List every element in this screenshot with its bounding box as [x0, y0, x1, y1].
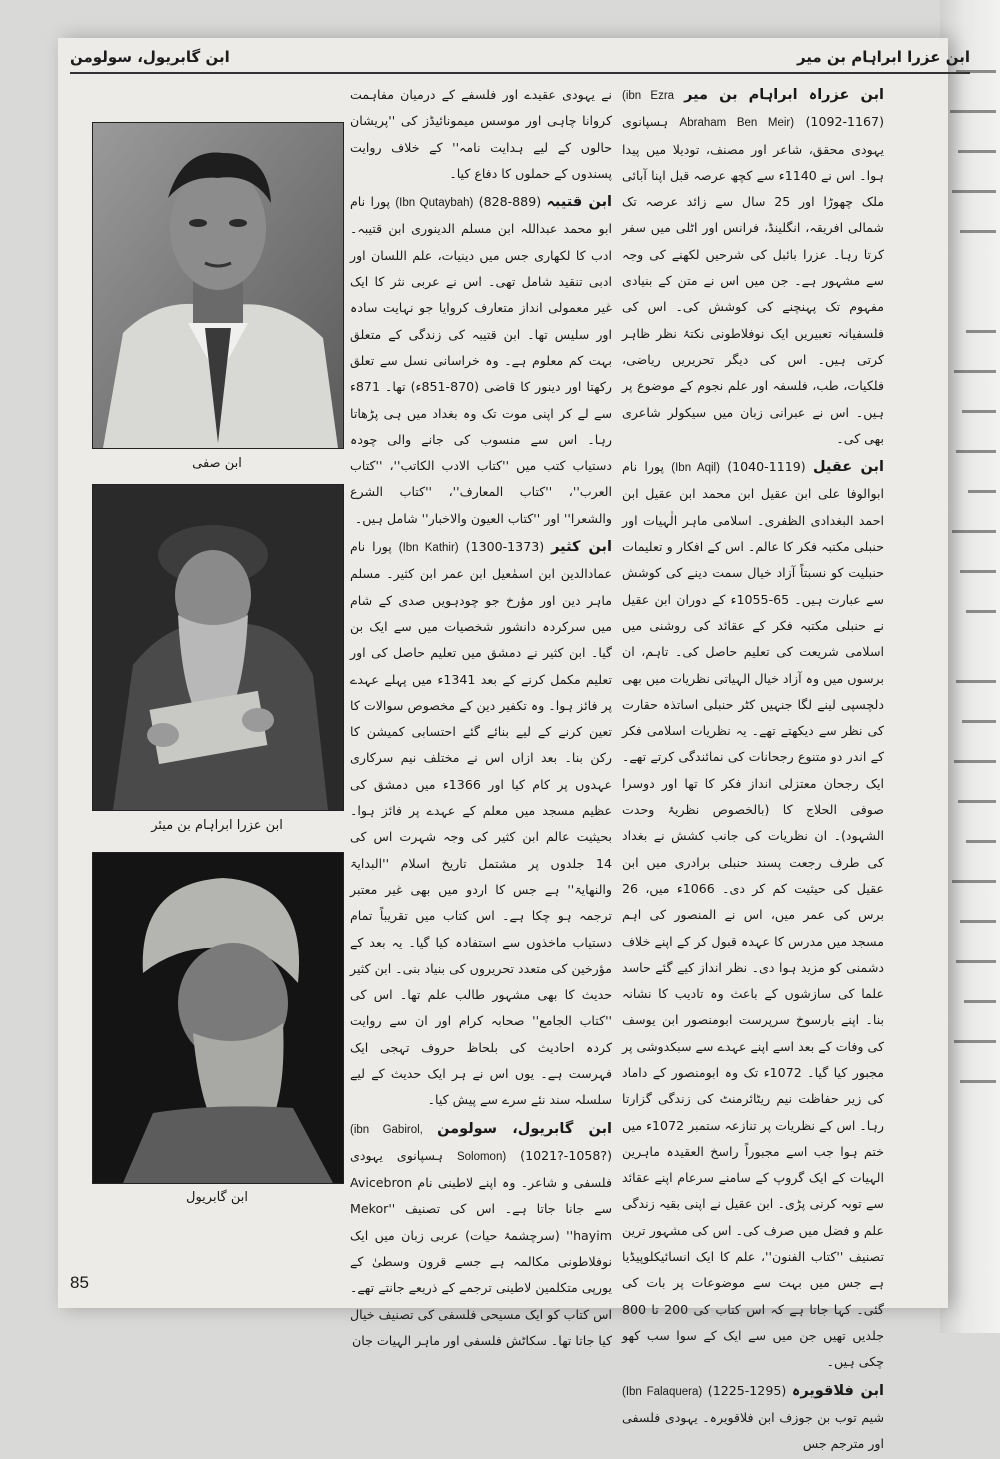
entry-latin-name: (Ibn Kathir)	[398, 542, 459, 555]
adjacent-page-edge	[940, 0, 1000, 1333]
entry-heading: ابن قتیبہ	[546, 194, 612, 211]
entry-ibn-aqil	[622, 454, 884, 1375]
entry-body: (1225-1295) شیم توب بن جوزف ابن فلاقویرہ۔ یہودی فلسفی اور مترجم جس	[622, 1382, 884, 1452]
portrait-photo-ibn-safi	[92, 122, 344, 449]
page-number: 85	[70, 1273, 89, 1292]
photo-caption: ابن صفی	[192, 456, 242, 471]
running-header	[70, 48, 970, 74]
entry-ibn-kathir	[350, 534, 612, 1114]
entry-body: (1040-1119) پورا نام ابوالوفا علی ابن عقیل ابن محمد ابن عقیل ابن احمد البغدادی الظفری۔ اسلامی ماہر الٰہیات اور حنبلی مکتبہ فکر کا عالم۔ اس کے افکار و تعلیمات حنبلیت کو نسبتاً آزاد خیال سمت دینے کی کوشش سے عبارت ہیں۔ 65-1055ء کے دوران ابن عقیل نے حنبلی مکتبہ فکر کے عقائد کی روشنی میں اسلامی شریعت کی تعلیم حاصل کی۔ تاہم، ان برسوں میں وہ آزاد خیال الہیاتی نظریات میں بھی دلچسپی لینے لگا جنہیں کٹر حنبلی اساتذہ حقارت کی نظر سے دیکھتے تھے۔ یہ نظریات اسلامی فکر کے اندر دو متنوع رجحانات کی نمائندگی کرتے تھے۔ ایک رجحان معتزلی انداز فکر کا تھا اور دوسرا صوفی الحلاج کا (بالخصوص نظریۂ وحدت الشہود)۔ ان نظریات کی جانب کشش نے بغداد کی طرف رجعت پسند حنبلی برادری میں ابن عقیل کی حیثیت کم کر دی۔ 1066ء میں، 26 برس کی عمر میں، اس نے المنصور کی اہم مسجد میں مدرس کا عہدہ قبول کر کے اپنے خلاف دشمنی کو مزید ہوا دی۔ نظر انداز کیے گئے حاسد علما کی سازشوں کے باعث وہ تادیب کا نشانہ بنا۔ اپنے بارسوخ سرپرست ابومنصور ابن یوسف کی وفات کے بعد اسے اپنے عہدے سے سبکدوشی پر مجبور کیا گیا۔ 1072ء تک وہ ابومنصور کے داماد کی زیر حفاظت نیم ریٹائرمنٹ کی زندگی گزارتا رہا۔ اس کے نظریات پر تنازعہ ستمبر 1072ء میں ختم ہوا جب اسے مجبوراً راسخ العقیدہ ماہرین الہیات کے ایک گروپ کے سامنے سرعام اپنے عقائد سے توبہ کرنی پڑی۔ ابن عقیل نے اپنی بقیہ زندگی علم و فضل میں صرف کی۔ اس کی مشہور ترین تصنیف ''کتاب الفنون''، علم کا ایک انسائیکلوپیڈیا ہے جس میں بہت سے موضوعات پر بات کی گئی۔ کہا جاتا ہے کہ اس کتاب کی 200 تا 800 جلدیں تھیں جن میں سے ایک کے سوا سب کھو چکی ہیں۔	[621, 459, 884, 1370]
entry-latin-name: (Ibn Qutaybah)	[395, 197, 474, 210]
entry-body: (828-889) پورا نام ابو محمد عبداللہ ابن مسلم الدینوری ابن قتیبہ۔ ادب کا لکھاری جس میں دینیات، علم اللسان اور ادبی تنقید شامل تھی۔ اس نے عربی نثر کا ایک غیر معمولی انداز متعارف کروایا جو نہایت سادہ اور سلیس تھا۔ ابن قتیبہ کی زندگی کے متعلق بہت کم معلوم ہے۔ وہ خراسانی نسل سے تعلق رکھتا اور دینور کا قاضی (870-851ء) تھا۔ 871ء سے لے کر اپنی موت تک وہ بغداد میں ہی پڑھاتا رہا۔ اس سے منسوب کی جانے والی چودہ دستیاب کتب میں ''کتاب الادب الکاتب''، ''کتاب العرب''، ''کتاب المعارف''، ''کتاب الشرع والشعرا'' اور ''کتاب العیون والاخبار'' شامل ہیں۔	[350, 194, 612, 526]
entry-ibn-falaquera	[622, 1378, 884, 1458]
photo-caption: ابن عزرا ابراہام بن میئر	[151, 818, 283, 833]
text-column-right	[622, 82, 884, 1459]
entry-latin-name: (Ibn Falaquera)	[622, 1385, 703, 1398]
entry-ibn-ezra	[622, 82, 884, 452]
entry-latin-name: (Ibn Aqil)	[671, 462, 720, 475]
entry-body: (1300-1373) پورا نام عمادالدین ابن اسمٰعیل ابن عمر ابن کثیر۔ مسلم ماہر دین اور مؤرخ جو چودہویں صدی کے شام میں سرکردہ دانشور شخصیات میں سے ایک بن گیا۔ ابن کثیر نے دمشق میں تعلیم حاصل کی اور تعلیم مکمل کرنے کے بعد 1341ء میں پہلے عہدے پر فائز ہوا۔ وہ تکفیر دین کے مخصوص سوالات کا تعین کرنے کے لیے بنائے گئے احتسابی کمیشن کا رکن بنا۔ بعد ازاں اس نے مختلف نیم سرکاری عہدوں پر کام کیا اور 1366ء میں دمشق کی عظیم مسجد میں معلم کے عہدے پر فائز ہوا۔ بحیثیت عالم ابن کثیر کی وجہ شہرت اس کی 14 جلدوں پر مشتمل تاریخ اسلام ''البدایۃ والنھایۃ'' ہے جس کا اردو میں بھی غیر معتبر ترجمہ ہو چکا ہے۔ اس کتاب میں تقریباً تمام دستیاب ماخذوں سے استفادہ کیا گیا۔ یہ بعد کے مؤرخین کی متعدد تحریروں کی بنیاد بنی۔ ابن کثیر حدیث کا بھی مشہور طالب علم تھا۔ اس کی ''کتاب الجامع'' صحابہ کرام اور ان سے روایت کردہ احادیث کی بلحاظ حروف تہجی ایک فہرست ہے۔ یوں اس نے ہر ایک حدیث کے لیے سلسلہ سند نئے سرے سے پیش کیا۔	[350, 539, 612, 1108]
entry-ibn-gabirol	[350, 1116, 612, 1355]
entry-heading: ابن گابریول، سولومن	[437, 1120, 612, 1137]
entry-latin-name: (ibn Gabirol, Solomon)	[350, 1123, 507, 1163]
entry-body: (1092-1167) ہسپانوی یہودی محقق، شاعر اور مصنف، تودیلا میں پیدا ہوا۔ اس نے 1140ء سے کچھ عرصہ قبل اپنا آبائی ملک چھوڑا اور 25 سال سے زائد عرصہ تک شمالی افریقہ، انگلینڈ، فرانس اور اٹلی میں سفر کرتا رہا۔ عزرا بائبل کی شرحیں لکھنے کی وجہ سے مشہور ہے۔ جن میں اس نے متن کے بنیادی مفہوم تک پہنچنے کی کوشش کی۔ اس کی فلسفیانہ تعبیریں ایک نوفلاطونی نکتۂ نظر ظاہر کرتی ہیں۔ اس کی دیگر تحریریں ریاضی، فلکیات، طب، فلسفہ اور علم نجوم کے موضوع پر ہیں۔ اس نے عبرانی زبان میں سیکولر شاعری بھی کی۔	[622, 114, 884, 446]
photo-caption: ابن گابریول	[186, 1190, 248, 1205]
entry-body: (1021?-1058?) ہسپانوی یہودی فلسفی و شاعر۔ وہ اپنے لاطینی نام Avicebron سے جانا جاتا ہے۔ اس کی تصنیف ''Mekor hayim'' (سرچشمۂ حیات) عربی زبان میں ایک نوفلاطونی مکالمہ ہے جسے قرون وسطیٰ کے یورپی متکلمین لاطینی ترجمے کے ذریعے جانتے تھے۔ اس کتاب کو ایک مسیحی فلسفی کی تصنیف خیال کیا جاتا تھا۔ سکاٹش فلسفی اور ماہر الہیات جان	[350, 1147, 612, 1348]
text-column-middle	[350, 82, 612, 1356]
portrait-photo-ibn-gabirol	[92, 852, 344, 1184]
entry-heading: ابن عقیل	[812, 459, 884, 476]
portrait-photo-ibn-ezra	[92, 484, 344, 811]
entry-continuation	[350, 82, 612, 187]
entry-heading: ابن فلاقویرہ	[791, 1382, 884, 1399]
header-left-title: ابن گابریول، سولومن	[70, 48, 230, 66]
entry-heading: ابن عزراہ ابراہام بن میر	[684, 87, 884, 103]
header-right-title: ابن عزرا ابراہام بن میر	[796, 48, 970, 66]
entry-body: نے یہودی عقیدے اور فلسفے کے درمیان مفاہمت کروانا چاہی اور موسس میمونائیڈز کی ''پریشان حالوں کے لیے ہدایت نامہ'' کے خلاف روایت پسندوں کے حملوں کا دفاع کیا۔	[350, 87, 612, 181]
entry-latin-name: (ibn Ezra Abraham Ben Meir)	[622, 90, 795, 130]
entry-heading: ابن کثیر	[551, 539, 612, 556]
entry-ibn-qutaybah	[350, 189, 612, 532]
